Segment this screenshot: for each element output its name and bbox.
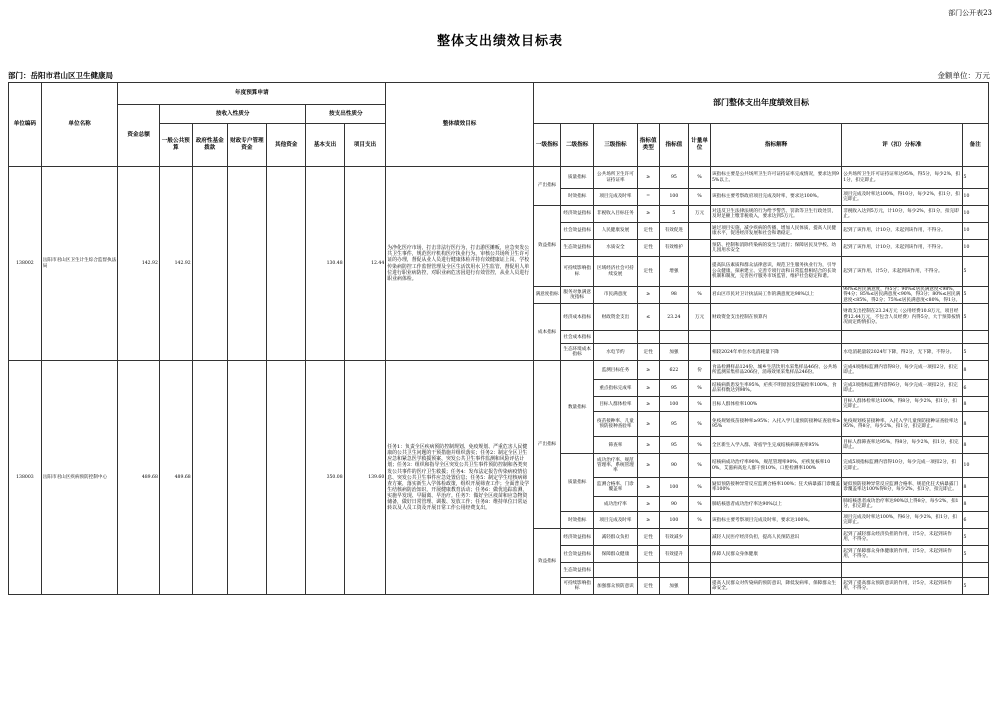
table-row (9, 167, 989, 189)
level2-indicator: 经济效益指标 (561, 529, 594, 546)
scoring-standard: 肺结核患者成功治疗率达90%以上得8分，每少2%，扣1分，扣完即止。 (842, 497, 962, 512)
level3-indicator: 监测合格率、门诊覆盖率 (594, 478, 638, 497)
level2-indicator: 社会成本指标 (561, 331, 594, 344)
indicator-explain (711, 331, 842, 344)
remark: 6 (962, 512, 988, 529)
measure-unit: 万元 (689, 304, 711, 331)
measure-unit (689, 344, 711, 361)
value-type: 定性 (637, 223, 659, 240)
remark: 10 (962, 454, 988, 478)
header-level2: 二级指标 (561, 124, 594, 167)
level3-indicator (594, 563, 638, 578)
measure-unit (689, 578, 711, 595)
indicator-explain (711, 563, 842, 578)
value-type: 定性 (637, 344, 659, 361)
remark: 8 (962, 478, 988, 497)
header-overall-goal: 整体绩效目标 (386, 83, 534, 167)
measure-unit (689, 529, 711, 546)
indicator-explain: 该指标主要是公共场所卫生许可证持证率完成情况，要求达到95%以上。 (711, 167, 842, 189)
project-exp: 12.44 (344, 167, 386, 361)
remark (962, 563, 988, 578)
indicator-explain: 减轻人民医疗经济负担，提高人民预防意识 (711, 529, 842, 546)
measure-unit: % (689, 397, 711, 412)
performance-table (8, 82, 989, 595)
level2-indicator: 经济效益指标 (561, 206, 594, 223)
value-type (637, 331, 659, 344)
remark: 8 (962, 361, 988, 380)
indicator-explain: 全区新生入学入群、寄宿学生完成结核病筛查率95% (711, 437, 842, 454)
indicator-value: 100 (659, 512, 689, 529)
table-row (9, 361, 989, 380)
page-title: 整体支出绩效目标表 (436, 34, 563, 49)
value-type: 定性 (637, 578, 659, 595)
value-type: 定性 (637, 529, 659, 546)
level2-indicator: 服务对象满意度指标 (561, 287, 594, 304)
measure-unit: % (689, 167, 711, 189)
scoring-standard: 项目完成及时率达100%，得6分，每少2%，扣1分，扣完即止。 (842, 512, 962, 529)
level1-indicator: 产出指标 (533, 361, 560, 529)
level2-indicator: 社会效益指标 (561, 223, 594, 240)
other-funds (267, 167, 306, 361)
indicator-explain: 该指标主要考察政府项目完成及时率，要求达100%。 (711, 189, 842, 206)
indicator-explain: 食品检测样品124份、城乡生活饮用水采集样品46份、公共场所监测采集样品206份，消毒效果采集样品246份。 (711, 361, 842, 380)
level1-indicator: 满意度指标 (533, 287, 560, 304)
measure-unit: % (689, 189, 711, 206)
scoring-standard: 公共场所卫生许可证持证率达95%，得5分，每少2%，扣1分，扣完即止。 (842, 167, 962, 189)
value-type: ≥ (637, 478, 659, 497)
header-level3: 三级指标 (594, 124, 638, 167)
level3-indicator: 保障群众健康 (594, 546, 638, 563)
level3-indicator: 项目完成及时率 (594, 512, 638, 529)
value-type: ≥ (637, 206, 659, 223)
indicator-explain: 保障人民群众身体健康 (711, 546, 842, 563)
indicator-explain: 相较2024年单位水电消耗量下降 (711, 344, 842, 361)
indicator-explain: 君山区市民对卫计执法局工作的满意度达98%以上 (711, 287, 842, 304)
indicator-value (659, 563, 689, 578)
header-project-exp: 项目支出 (344, 124, 386, 167)
unit-code: 138003 (9, 361, 42, 595)
scoring-standard: 免疫规划疫苗接种率、入托入学儿童预防接种证查验率达95%，得8分，每少2%，扣1分，扣完即止。 (842, 412, 962, 437)
value-type: ≥ (637, 512, 659, 529)
unit-name: 岳阳市君山区疾病预防控制中心 (41, 361, 118, 595)
level2-indicator: 质量指标 (561, 454, 594, 512)
measure-unit (689, 563, 711, 578)
level2-indicator: 经济成本指标 (561, 304, 594, 331)
measure-unit (689, 546, 711, 563)
scoring-standard: 起到了提高群众预防意识的作用，计5分，未起到该作用，不得分。 (842, 578, 962, 595)
gov-fund (192, 167, 227, 361)
indicator-explain: 提高队伍素质和群众法律意识，规范卫生服务执业行为，引导公众健康，探索建立、完善专项行动和日常监督相结合的长效机制和制度，完善医疗服务市场监管，维护社会稳定和谐。 (711, 257, 842, 287)
indicator-explain: 目标人群体检率100% (711, 397, 842, 412)
measure-unit (689, 223, 711, 240)
header-level1: 一级指标 (533, 124, 560, 167)
scoring-standard: 起到了该作用，计5分，未起到该作用，不得分。 (842, 257, 962, 287)
scoring-standard: 起到了减轻群众经济负担的作用，计5分，未起到该作用，不得分。 (842, 529, 962, 546)
indicator-explain: 财政资金支出控制在预算内 (711, 304, 842, 331)
total-funds: 142.92 (118, 167, 160, 361)
level2-indicator: 社会效益指标 (561, 546, 594, 563)
measure-unit: % (689, 287, 711, 304)
measure-unit: 份 (689, 361, 711, 380)
value-type: 定性 (637, 546, 659, 563)
indicator-value: 100 (659, 189, 689, 206)
value-type: ≥ (637, 287, 659, 304)
public-budget: 142.92 (159, 167, 192, 361)
scoring-standard: 完成5项指标监测内容得10分，每少完成一项扣2分，扣完即止。 (842, 454, 962, 478)
indicator-explain: 提高人民群众对传染病的预防意识，降低发病率，保障群众生命安全。 (711, 578, 842, 595)
remark: 8 (962, 497, 988, 512)
indicator-value: 90 (659, 454, 689, 478)
indicator-value: 有效促进 (659, 223, 689, 240)
level2-indicator: 时效指标 (561, 189, 594, 206)
indicator-explain: 对违反卫生法律法规的行为给予警告、罚款等卫生行政处罚，及时足额上缴非税收入，要求达到5万元。 (711, 206, 842, 223)
value-type: 定性 (637, 257, 659, 287)
indicator-explain: 疑似预防接种异常反应监测合格率100%；狂犬病暴露门诊覆盖率100% (711, 478, 842, 497)
scoring-standard: 完成3项指标监测内容得6分，每少完成一项扣2分，扣完即止。 (842, 380, 962, 397)
remark: 10 (962, 240, 988, 257)
indicator-value: 有效提升 (659, 546, 689, 563)
scoring-standard: 98%≤居民满意度，得5分；90%≤居民满意度<98%，得4分；85%≤居民满意度<90%，得3分；80%≤居民满意度<85%，得2分；75%≤居民满意度<80%，得1分。 (843, 287, 961, 303)
header-unit-code: 单位编码 (9, 83, 42, 167)
remark (962, 331, 988, 344)
level3-indicator: 公共场所卫生许可证持证率 (594, 167, 638, 189)
value-type: = (637, 189, 659, 206)
indicator-value: 100 (659, 478, 689, 497)
value-type: 定性 (637, 240, 659, 257)
remark: 6 (962, 380, 988, 397)
level3-indicator: 人民健康发展 (594, 223, 638, 240)
remark: 8 (962, 437, 988, 454)
header-fiscal-special: 财政专户管理资金 (227, 124, 266, 167)
value-type: ≥ (637, 380, 659, 397)
level3-indicator: 项目完成及时率 (594, 189, 638, 206)
scoring-standard: 非税收入达到5万元，计10分，每少2%，扣1分，扣完即止。 (842, 206, 962, 223)
indicator-value: 增强 (659, 257, 689, 287)
level2-indicator: 生态环境成本指标 (561, 344, 594, 361)
header-value-type: 指标值类型 (637, 124, 659, 167)
project-exp: 139.60 (344, 361, 386, 595)
header-unit-name: 单位名称 (41, 83, 118, 167)
header-measure-unit: 计量单位 (689, 124, 711, 167)
level3-indicator: 水电节约 (594, 344, 638, 361)
value-type: ≥ (637, 397, 659, 412)
indicator-value: 95 (659, 437, 689, 454)
header-explain: 指标解释 (711, 124, 842, 167)
level1-indicator: 效益指标 (533, 529, 560, 595)
scoring-standard: 水电消耗量较2024年下降，得2分，无下降，不得分。 (842, 344, 962, 361)
level1-indicator: 成本指标 (533, 304, 560, 361)
value-type: ≥ (637, 167, 659, 189)
measure-unit (689, 240, 711, 257)
indicator-value: 95 (659, 412, 689, 437)
level2-indicator: 可持续影响指标 (561, 578, 594, 595)
measure-unit: % (689, 380, 711, 397)
measure-unit: % (689, 454, 711, 478)
level1-indicator: 效益指标 (533, 206, 560, 287)
scoring-standard: 财政支出控制在23.24万元（公用经费10.8万元，项目经费12.44万元，不包含人员经费）内得5分，大于预算按情况而定酌情扣分。 (842, 304, 962, 331)
indicator-value (659, 331, 689, 344)
remark: 5 (962, 287, 988, 304)
header-gov-fund: 政府性基金拨款 (192, 124, 227, 167)
remark: 5 (962, 529, 988, 546)
value-type (637, 563, 659, 578)
level2-indicator: 时效指标 (561, 512, 594, 529)
value-type: ≤ (637, 304, 659, 331)
scoring-standard: 目标人群筛查率达95%，得8分，每少2%，扣1分，扣完即止。 (842, 437, 962, 454)
basic-exp: 350.08 (306, 361, 344, 595)
indicator-value: 98 (659, 287, 689, 304)
measure-unit: % (689, 478, 711, 497)
level3-indicator: 成功治疗率、规范管理率、系统管理率 (594, 454, 638, 478)
basic-exp: 130.48 (306, 167, 344, 361)
scoring-standard: 疑似预防接种异常反应监测合格率、规范化狂犬病暴露门诊覆盖率达100%得8分，每少2%，扣1分，扣完即止。 (842, 478, 962, 497)
gov-fund (192, 361, 227, 595)
indicator-explain: 结核病成功治疗率90%，规范管理率90%，疟疾复核率100%，艾滋病高危人群干预10%，口腔检测率100% (711, 454, 842, 478)
indicator-value: 90 (659, 497, 689, 512)
overall-goal: 任务1：负责全区疾病预防控制规划、免疫规划、严重危害人民健康的公共卫生问题的干预措施并组织落实；任务2：制定全区卫生应急和紧急医学救援预案、突发公共卫生事件监测和风险评估计划；任务3：组织和指导全区突发公共卫生事件预防控制和各类突发公共事件的医疗卫生救援；任务4：发布法定报告传染病疫情信息、突发公共卫生事件应急处置信息；任务5：制定学生结核病筛查方案，落实新生入学体检政策，组织开展筛查工作；全面普及学生结核病防治知识，开展健康教育活动；任务6：做优追踪监测，实施早发现、早隔离、早治疗。任务7：做好全区疫苗和应急物资储备，做好日常管理、调拨、发放工作；任务8：维持单位日常运转以及人员工资及开展日常工作公用经费支出。 (386, 361, 534, 595)
remark: 5 (962, 304, 988, 331)
header-dept-goal: 部门整体支出年度绩效目标 (533, 83, 988, 124)
scoring-standard: 起到了保障群众身体健康的作用，计5分，未起到该作用，不得分。 (842, 546, 962, 563)
fiscal-special (227, 361, 266, 595)
indicator-explain: 该指标主要考察项目完成及时率，要求达100%。 (711, 512, 842, 529)
level3-indicator: 区域经济社会可持续发展 (594, 257, 638, 287)
value-type: ≥ (637, 497, 659, 512)
measure-unit (689, 331, 711, 344)
level3-indicator: 非税收入目标任务 (594, 206, 638, 223)
remark: 10 (962, 223, 988, 240)
scoring-standard (842, 563, 962, 578)
measure-unit: % (689, 497, 711, 512)
indicator-explain: 肺结核患者成功治疗率达90%以上 (711, 497, 842, 512)
indicator-value: 95 (659, 167, 689, 189)
level3-indicator: 监测目标任务 (594, 361, 638, 380)
level3-indicator: 筛查率 (594, 437, 638, 454)
overall-goal: 为净化医疗市场，打击非法行医行为，打击游医摊贩，应急突发公共卫生事件，规范医疗机构医疗执业行为，审核公共场所卫生许可证的办理，督促从业人员进行健康体检并持有效健康证上岗，学校传染病防控工作监督管理及全区生活饮用水卫生监管，督促用人单位进行职业病防控，对职业病危害因进行有效管控，从业人员进行职业病体检。 (386, 167, 534, 361)
indicator-value: 有效维护 (659, 240, 689, 257)
level2-indicator: 生态效益指标 (561, 563, 594, 578)
remark: 8 (962, 397, 988, 412)
remark: 5 (962, 167, 988, 189)
indicator-value: 加强 (659, 578, 689, 595)
header-basic-exp: 基本支出 (306, 124, 344, 167)
measure-unit: 万元 (689, 206, 711, 223)
measure-unit: % (689, 412, 711, 437)
measure-unit (689, 257, 711, 287)
department-label: 部门：岳阳市君山区卫生健康局 (8, 71, 113, 80)
indicator-value: 23.24 (659, 304, 689, 331)
fiscal-special (227, 167, 266, 361)
remark: 5 (962, 546, 988, 563)
value-type: ≥ (637, 412, 659, 437)
remark: 8 (962, 412, 988, 437)
indicator-explain: 通过项目实施，减少疾病的传播，增加人民体质，提高人民健康水平，促进经济发展和社会和谐稳定。 (711, 223, 842, 240)
header-by-expense: 按支出性质分 (306, 105, 386, 124)
indicator-explain: 免疫规划疫苗接种率≥95%；入托入学儿童预防接种证查验率≥95% (711, 412, 842, 437)
total-funds: 489.68 (118, 361, 160, 595)
level3-indicator: 市民满意度 (594, 287, 638, 304)
level3-indicator: 水质安全 (594, 240, 638, 257)
header-by-income: 按收入性质分 (159, 105, 306, 124)
header-remark: 备注 (962, 124, 988, 167)
level3-indicator: 重点指标完成率 (594, 380, 638, 397)
level3-indicator: 加强群众预防意识 (594, 578, 638, 595)
header-total-funds: 资金总额 (118, 105, 160, 167)
unit-name: 岳阳市君山区卫生计生综合监督执法局 (41, 167, 118, 361)
measure-unit: % (689, 437, 711, 454)
value-type: ≥ (637, 437, 659, 454)
scoring-standard (842, 331, 962, 344)
header-budget-apply: 年度预算申请 (118, 83, 386, 105)
header-public-budget: 一般公共预算 (159, 124, 192, 167)
scoring-standard: 项目完成及时率达100%，得10分，每少2%，扣1分，扣完即止。 (842, 189, 962, 206)
header-scoring: 评（扣）分标准 (842, 124, 962, 167)
page-tag: 部门公开表23 (948, 9, 992, 17)
indicator-value: 95 (659, 380, 689, 397)
level3-indicator: 成功治疗率 (594, 497, 638, 512)
scoring-standard: 起到了该作用，计10分，未起到该作用，不得分。 (842, 240, 962, 257)
scoring-standard: 起到了该作用，计10分，未起到该作用，不得分。 (842, 223, 962, 240)
indicator-value: 加强 (659, 344, 689, 361)
indicator-explain: 结核病新患发生率95%，疟疾不明原因发热镜检率100%，食品采样数达到98%。 (711, 380, 842, 397)
level3-indicator: 疫苗接种率、儿童预防接种查验率 (594, 412, 638, 437)
level2-indicator: 数量指标 (561, 361, 594, 454)
value-type: ≥ (637, 361, 659, 380)
level3-indicator (594, 331, 638, 344)
remark: 5 (962, 578, 988, 595)
remark: 5 (962, 257, 988, 287)
level2-indicator: 可持续影响指标 (561, 257, 594, 287)
level3-indicator: 财政资金支出 (594, 304, 638, 331)
value-type: ≥ (637, 454, 659, 478)
indicator-value: 5 (659, 206, 689, 223)
indicator-value: 100 (659, 397, 689, 412)
level3-indicator: 减轻群众负担 (594, 529, 638, 546)
other-funds (267, 361, 306, 595)
indicator-value: 622 (659, 361, 689, 380)
scoring-standard: 完成4项指标监测内容得8分，每少完成一项扣2分，扣完即止。 (842, 361, 962, 380)
indicator-explain: 预防、控制和消除传染病的发生与流行；保障居民及学校、幼儿园用水安全 (711, 240, 842, 257)
measure-unit: % (689, 512, 711, 529)
level3-indicator: 目标人群体检率 (594, 397, 638, 412)
indicator-value: 有效减少 (659, 529, 689, 546)
remark: 10 (962, 206, 988, 223)
table-body (9, 167, 989, 595)
scoring-standard: 目标人群体检率达100%，得8分，每少2%，扣1分，扣完即止。 (842, 397, 962, 412)
remark: 10 (962, 189, 988, 206)
unit-code: 138002 (9, 167, 42, 361)
header-value: 指标值 (659, 124, 689, 167)
level1-indicator: 产出指标 (533, 167, 560, 206)
level2-indicator: 质量指标 (561, 167, 594, 189)
currency-unit-label: 金额单位：万元 (937, 71, 990, 80)
public-budget: 489.68 (159, 361, 192, 595)
header-other-funds: 其他资金 (267, 124, 306, 167)
remark: 5 (962, 344, 988, 361)
level2-indicator: 生态效益指标 (561, 240, 594, 257)
